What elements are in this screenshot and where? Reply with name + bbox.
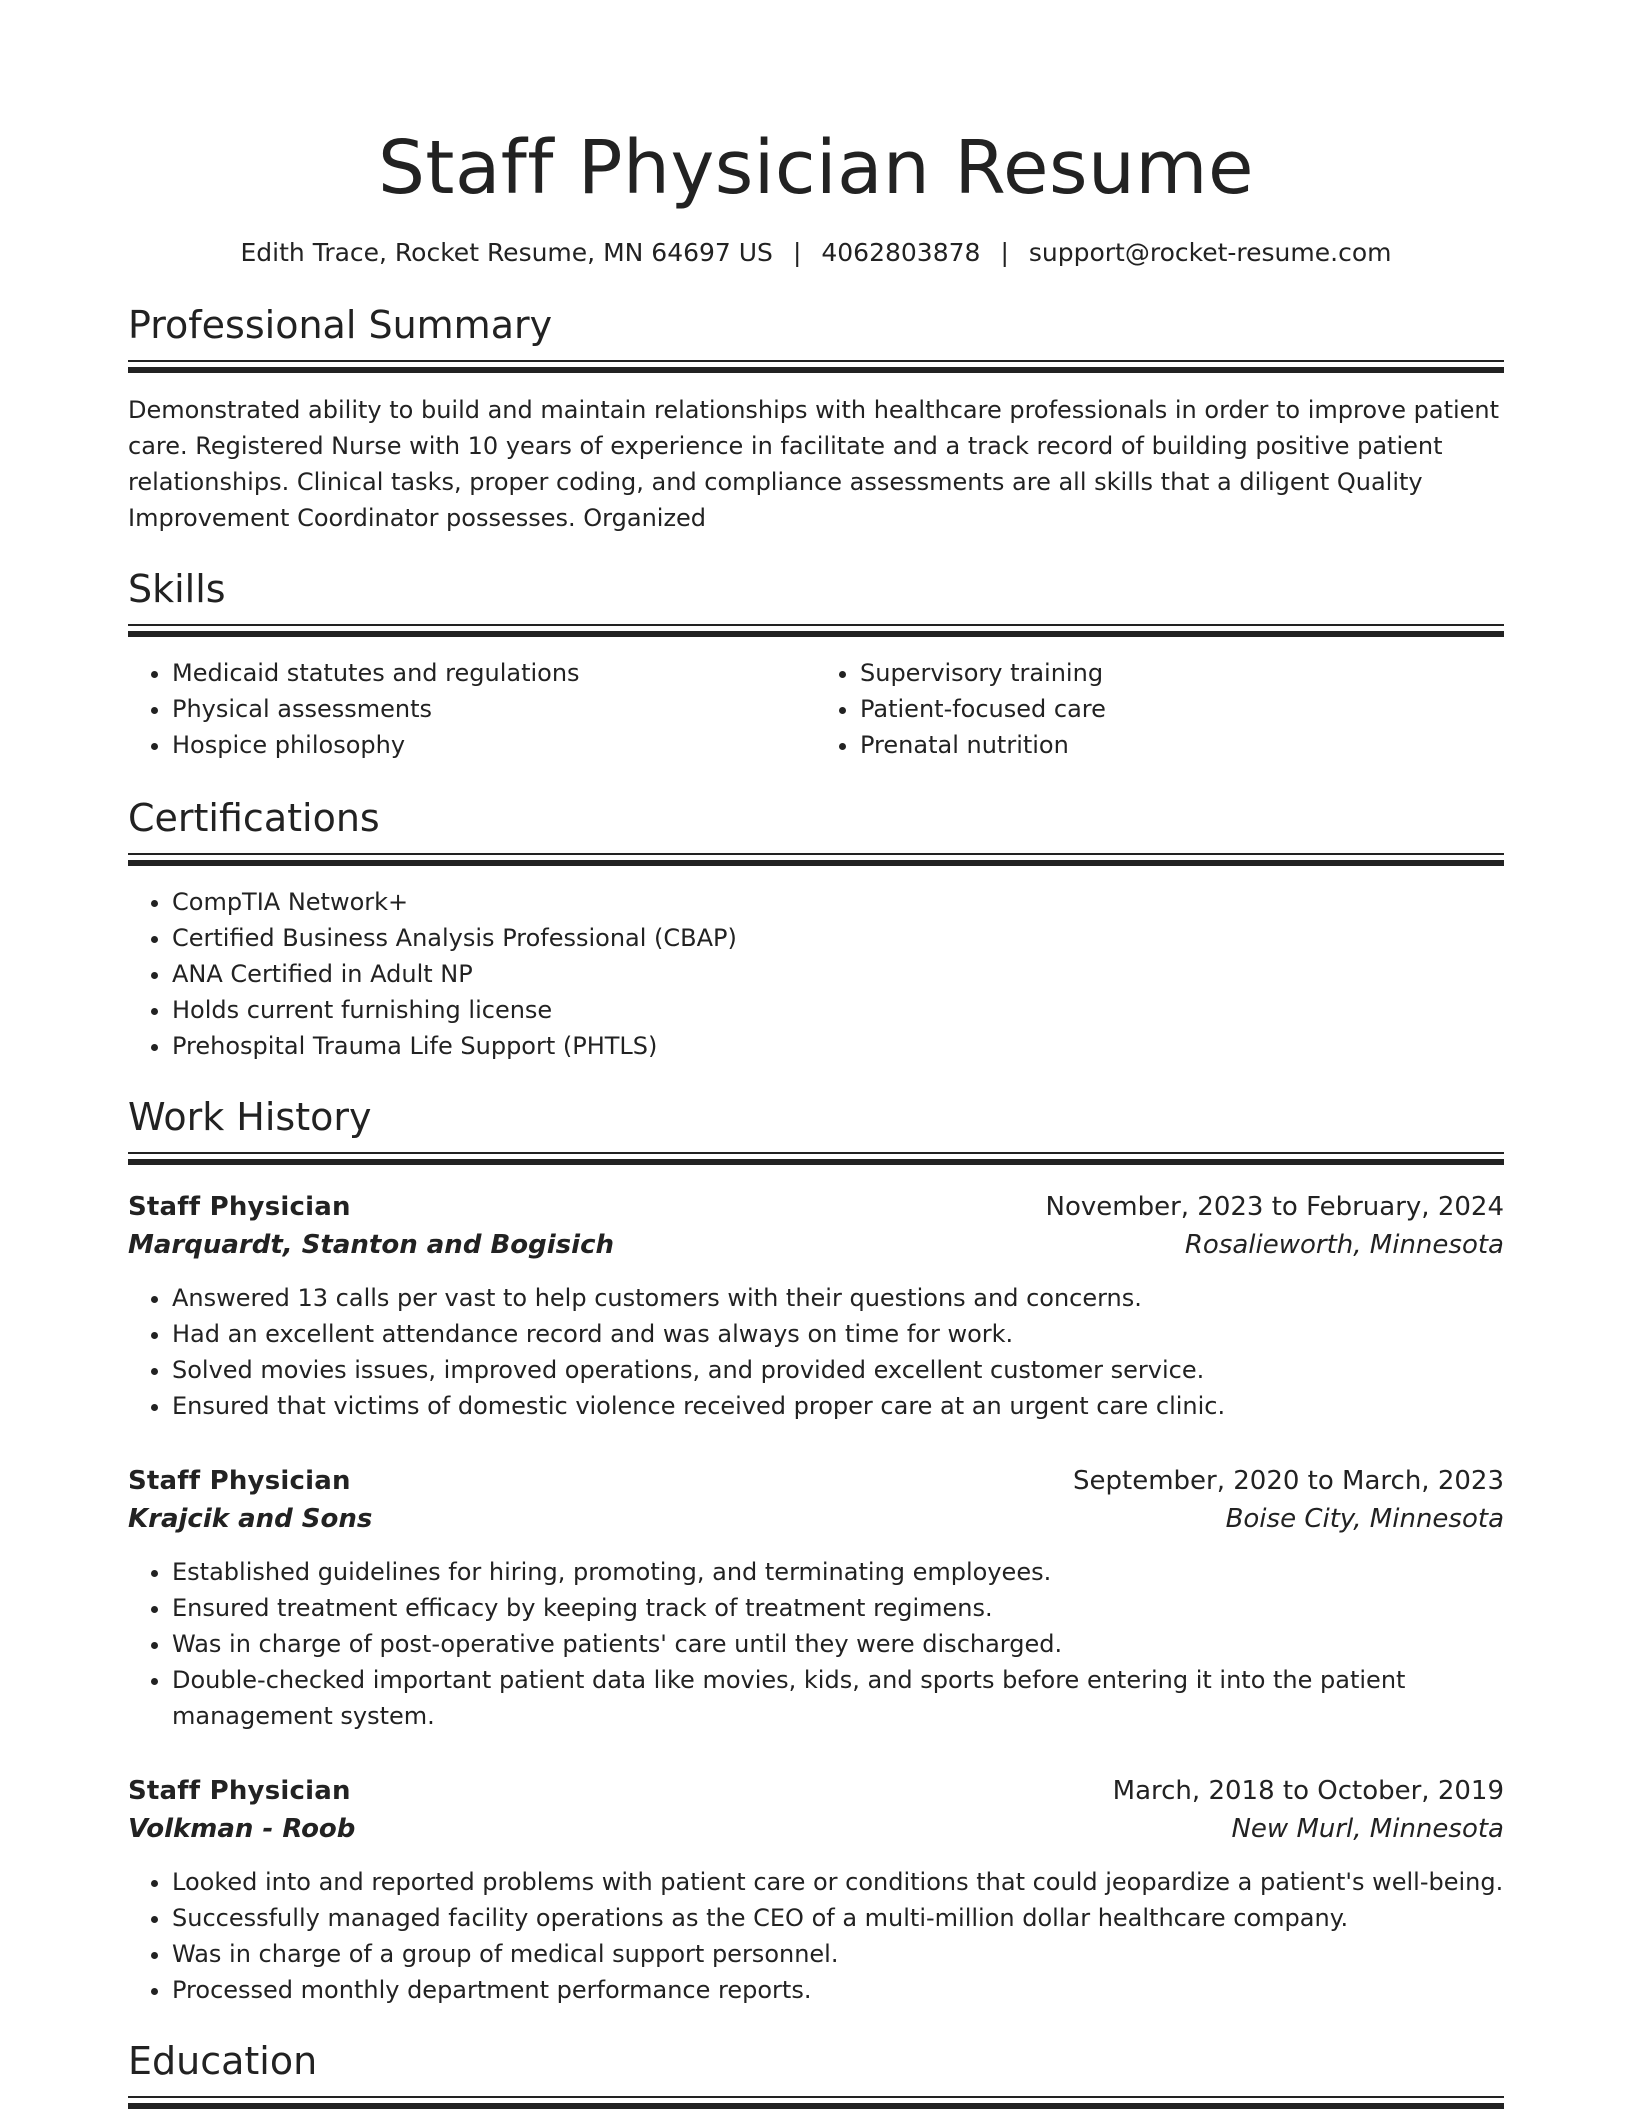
document-title: Staff Physician Resume	[377, 125, 1255, 211]
contact-line	[128, 236, 1504, 270]
skill-item: • Prenatal nutrition	[860, 727, 1504, 763]
job-company: Krajcik and Sons	[128, 1504, 373, 1534]
certification-item: • Holds current furnishing license	[172, 992, 1504, 1028]
skills-list-left	[128, 655, 816, 763]
section-divider	[128, 624, 1504, 638]
job-subheader	[128, 1226, 1504, 1264]
job-header	[128, 1188, 1504, 1226]
job-bullet: • Answered 13 calls per vast to help customers with their questions and concerns.	[172, 1280, 1504, 1316]
skill-item: • Medicaid statutes and regulations	[172, 655, 816, 691]
section-professional-summary	[128, 300, 1504, 536]
skill-item: • Patient-focused care	[860, 691, 1504, 727]
contact-address: Edith Trace, Rocket Resume, MN 64697 US	[240, 238, 773, 267]
section-divider	[128, 2096, 1504, 2110]
section-divider	[128, 1152, 1504, 1166]
resume-page	[128, 0, 1504, 2110]
section-heading: Work History	[128, 1095, 372, 1139]
job-dates: September, 2020 to March, 2023	[1073, 1466, 1504, 1496]
summary-text: Demonstrated ability to build and maintain relationships with healthcare professionals in order to improve patient care. Registered Nurse with 10 years of experience in facilitate and a track record of building positive patient relationships. Clinical tasks, proper coding, and compliance assessments are all skills that a diligent Quality Improvement Coordinator possesses. Organized	[128, 396, 1500, 532]
job-company: Marquardt, Stanton and Bogisich	[128, 1230, 614, 1260]
job-subheader	[128, 1810, 1504, 1848]
job-bullet: • Was in charge of post-operative patients' care until they were discharged.	[172, 1626, 1504, 1662]
job-dates: March, 2018 to October, 2019	[1112, 1776, 1504, 1806]
job-entry	[128, 1188, 1504, 1424]
section-work-history	[128, 1092, 1504, 2008]
job-header	[128, 1772, 1504, 1810]
section-skills	[128, 564, 1504, 763]
job-company: Volkman - Roob	[128, 1814, 356, 1844]
job-dates: November, 2023 to February, 2024	[1045, 1192, 1504, 1222]
job-bullet: • Looked into and reported problems with patient care or conditions that could jeopardize a patient's well-being.	[172, 1864, 1504, 1900]
section-divider	[128, 853, 1504, 867]
skill-item: • Physical assessments	[172, 691, 816, 727]
job-title: Staff Physician	[128, 1776, 351, 1806]
section-heading: Certifications	[128, 796, 380, 840]
contact-phone: 4062803878	[821, 238, 981, 267]
job-bullet: • Was in charge of a group of medical support personnel.	[172, 1936, 1504, 1972]
job-bullet: • Had an excellent attendance record and was always on time for work.	[172, 1316, 1504, 1352]
skill-item: • Supervisory training	[860, 655, 1504, 691]
job-location: Rosalieworth, Minnesota	[1184, 1230, 1504, 1260]
job-header	[128, 1462, 1504, 1500]
section-heading: Education	[128, 2039, 318, 2083]
job-bullet: • Double-checked important patient data like movies, kids, and sports before entering it into the patient management system.	[172, 1662, 1504, 1734]
job-bullet: • Ensured treatment efficacy by keeping track of treatment regimens.	[172, 1590, 1504, 1626]
contact-separator: |	[792, 238, 802, 267]
job-entry	[128, 1462, 1504, 1734]
job-subheader	[128, 1500, 1504, 1538]
job-bullet: • Successfully managed facility operations as the CEO of a multi-million dollar healthcare company.	[172, 1900, 1504, 1936]
skill-item: • Hospice philosophy	[172, 727, 816, 763]
job-location: New Murl, Minnesota	[1231, 1814, 1504, 1844]
job-entry	[128, 1772, 1504, 2008]
job-bullet: • Established guidelines for hiring, promoting, and terminating employees.	[172, 1554, 1504, 1590]
certifications-list	[128, 884, 1504, 1064]
section-heading: Skills	[128, 567, 226, 611]
certification-item: • ANA Certified in Adult NP	[172, 956, 1504, 992]
contact-email: support@rocket-resume.com	[1028, 238, 1392, 267]
job-bullet: • Solved movies issues, improved operations, and provided excellent customer service.	[172, 1352, 1504, 1388]
job-bullet: • Processed monthly department performance reports.	[172, 1972, 1504, 2008]
certification-item: • Certified Business Analysis Professional (CBAP)	[172, 920, 1504, 956]
section-education	[128, 2036, 1504, 2110]
certification-item: • Prehospital Trauma Life Support (PHTLS)	[172, 1028, 1504, 1064]
job-title: Staff Physician	[128, 1192, 351, 1222]
job-title: Staff Physician	[128, 1466, 351, 1496]
job-bullet: • Ensured that victims of domestic violence received proper care at an urgent care clinic.	[172, 1388, 1504, 1424]
skills-grid	[128, 655, 1504, 763]
section-divider	[128, 360, 1504, 374]
job-location: Boise City, Minnesota	[1225, 1504, 1504, 1534]
certification-item: • CompTIA Network+	[172, 884, 1504, 920]
section-certifications	[128, 793, 1504, 1064]
section-heading: Professional Summary	[128, 303, 553, 347]
job-bullets	[128, 1554, 1504, 1734]
contact-separator: |	[1000, 238, 1009, 267]
job-bullets	[128, 1280, 1504, 1424]
skills-list-right	[816, 655, 1504, 763]
job-bullets	[128, 1864, 1504, 2008]
